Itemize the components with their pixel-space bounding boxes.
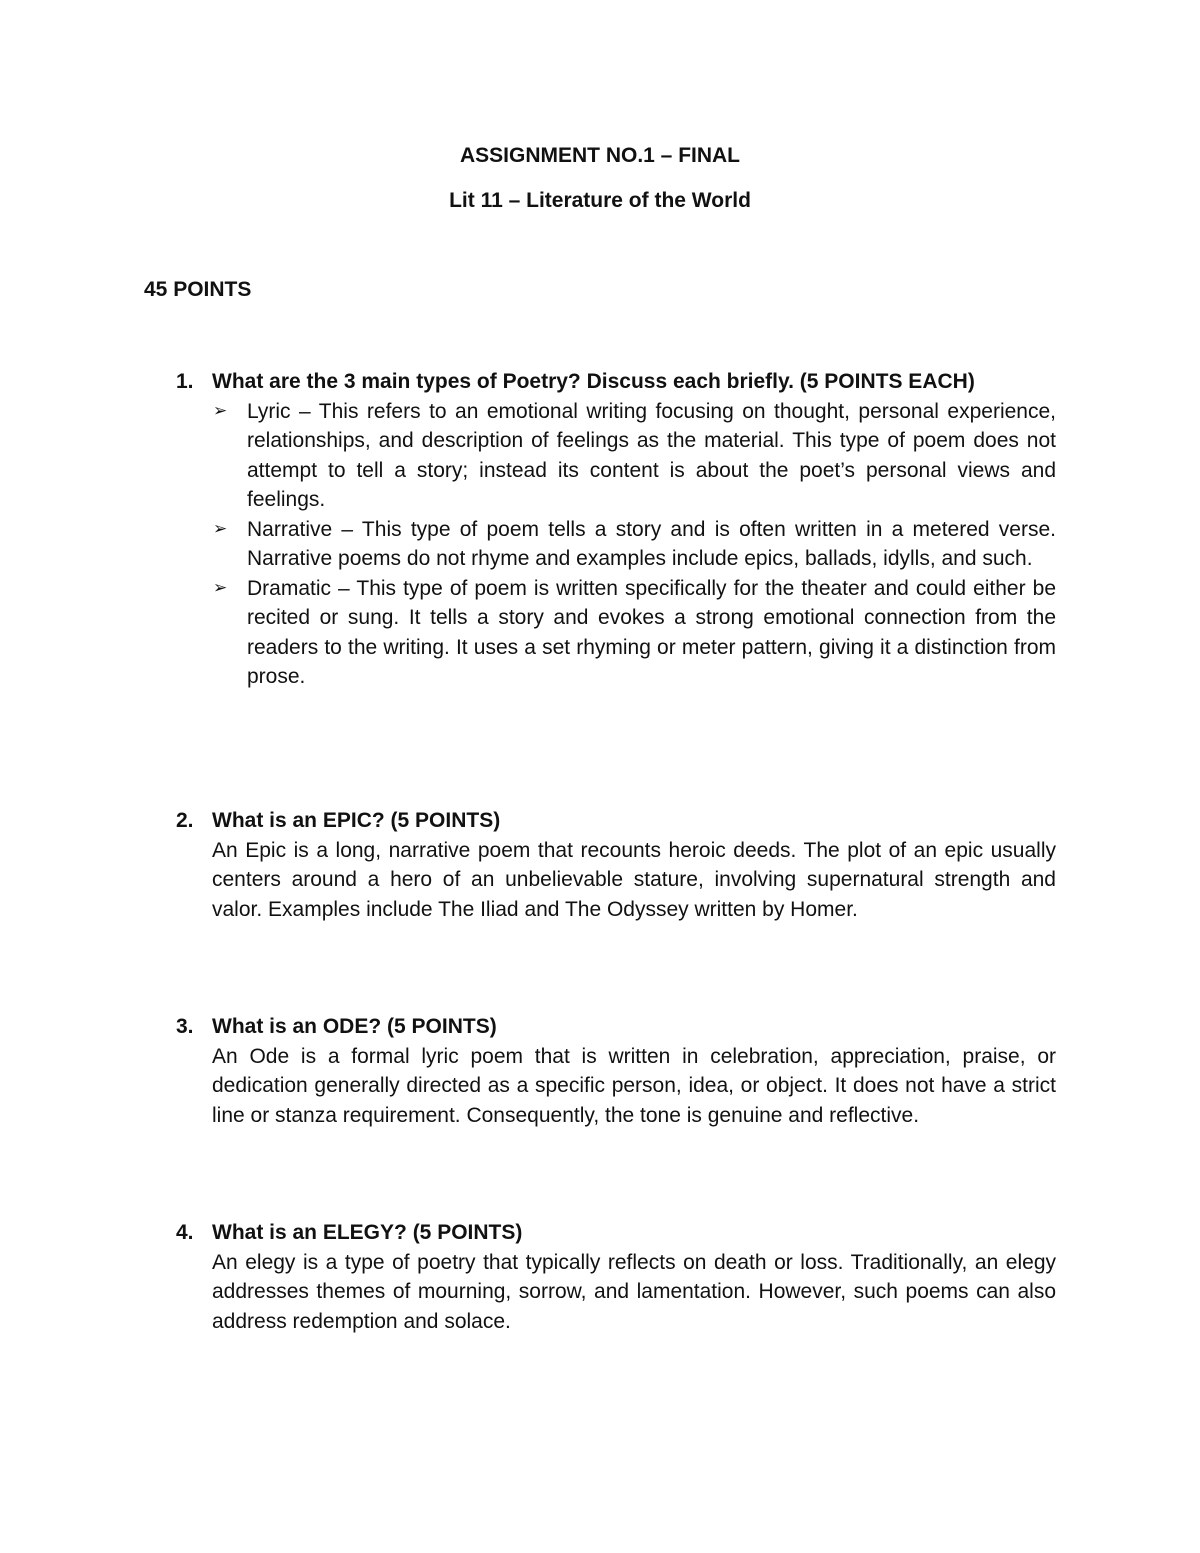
bullet-text: Lyric – This refers to an emotional writing focusing on thought, personal experience, relationships, and description of feelings as the material. This type of poem does not attempt to tell a story; instead its content is about the poet’s personal views and feelings. [247, 399, 1056, 511]
total-points: 45 POINTS [144, 278, 252, 301]
question-number: 2. [176, 809, 194, 832]
question-4 [176, 1218, 1056, 1336]
question-prompt: What are the 3 main types of Poetry? Discuss each briefly. (5 POINTS EACH) [212, 370, 975, 393]
answer-text: An elegy is a type of poetry that typically reflects on death or loss. Traditionally, an elegy addresses themes of mourning, sorrow, and lamentation. However, such poems can also address redemption and solace. [212, 1250, 1056, 1333]
bullet-item-lyric [176, 397, 1056, 515]
document-title: ASSIGNMENT NO.1 – FINAL [459, 144, 741, 167]
question-prompt: What is an ELEGY? (5 POINTS) [212, 1221, 523, 1244]
answer-text: An Ode is a formal lyric poem that is written in celebration, appreciation, praise, or dedication generally directed as a specific person, idea, or object. It does not have a strict line or stanza requirement. Consequently, the tone is genuine and reflective. [212, 1044, 1056, 1127]
arrowhead-bullet-icon: ➢ [213, 400, 228, 421]
arrowhead-bullet-icon: ➢ [213, 518, 228, 539]
question-number: 4. [176, 1221, 194, 1244]
bullet-item-narrative [176, 515, 1056, 574]
bullet-item-dramatic [176, 574, 1056, 692]
answer-text: An Epic is a long, narrative poem that recounts heroic deeds. The plot of an epic usually centers around a hero of an unbelievable stature, involving supernatural strength and valor. Examples include The Iliad and The Odyssey written by Homer. [212, 838, 1056, 921]
question-prompt: What is an ODE? (5 POINTS) [212, 1015, 497, 1038]
question-1 [176, 367, 1056, 692]
question-number: 3. [176, 1015, 194, 1038]
bullet-text: Dramatic – This type of poem is written specifically for the theater and could either be recited or sung. It tells a story and evokes a strong emotional connection from the readers to the writing. It uses a set rhyming or meter pattern, giving it a distinction from prose. [247, 576, 1056, 688]
question-number: 1. [176, 370, 194, 393]
answer-bullet-list [176, 397, 1056, 692]
document-subtitle: Lit 11 – Literature of the World [449, 189, 751, 212]
question-prompt: What is an EPIC? (5 POINTS) [212, 809, 501, 832]
arrowhead-bullet-icon: ➢ [213, 577, 228, 598]
question-3 [176, 1012, 1056, 1130]
question-2 [176, 806, 1056, 924]
bullet-text: Narrative – This type of poem tells a story and is often written in a metered verse. Narrative poems do not rhyme and examples include epics, ballads, idylls, and such. [247, 517, 1056, 570]
